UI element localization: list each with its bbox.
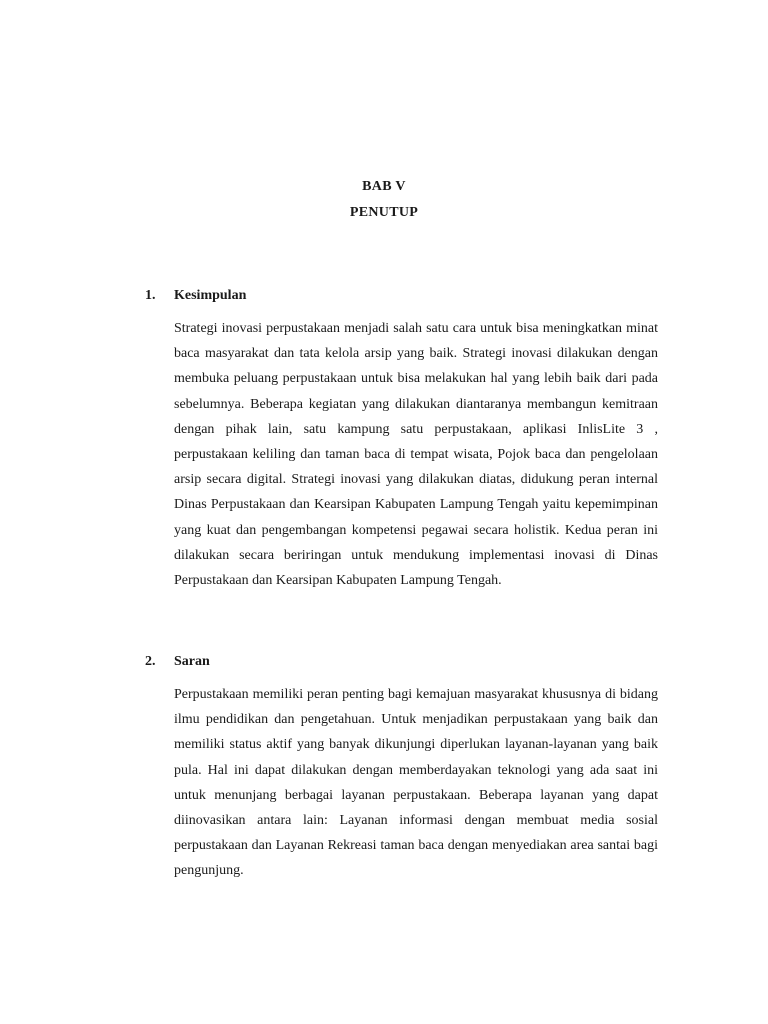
section-title: Kesimpulan — [174, 288, 247, 303]
section-number: 1. — [145, 288, 156, 303]
section-number: 2. — [145, 654, 156, 669]
section-title: Saran — [174, 654, 210, 669]
section-heading — [145, 651, 658, 673]
chapter-number: BAB V — [362, 179, 406, 194]
section-kesimpulan — [145, 285, 658, 593]
section-saran — [145, 651, 658, 884]
chapter-title: PENUTUP — [349, 205, 419, 220]
section-heading — [145, 285, 658, 307]
section-paragraph: Perpustakaan memiliki peran penting bagi kemajuan masyarakat khususnya di bidang ilmu pendidikan dan pengetahuan. Untuk menjadikan perpustakaan yang baik dan memiliki status aktif yang banyak dikunjungi diperlukan layanan-layanan yang baik pula. Hal ini dapat dilakukan dengan memberdayakan teknologi yang ada saat ini untuk menunjang berbagai layanan perpustakaan. Beberapa layanan yang dapat diinovasikan antara lain: Layanan informasi dengan membuat media sosial perpustakaan dan Layanan Rekreasi taman baca dengan menyediakan area santai bagi pengunjung. — [174, 687, 658, 879]
section-paragraph: Strategi inovasi perpustakaan menjadi salah satu cara untuk bisa meningkatkan minat baca masyarakat dan tata kelola arsip yang baik. Strategi inovasi dilakukan dengan membuka peluang perpustakaan untuk bisa melakukan hal yang lebih baik dari pada sebelumnya. Beberapa kegiatan yang dilakukan diantaranya membangun kemitraan dengan pihak lain, satu kampung satu perpustakaan, aplikasi InlisLite 3 , perpustakaan keliling dan taman baca di tempat wisata, Pojok baca dan pengelolaan arsip secara digital. Strategi inovasi yang dilakukan diatas, didukung peran internal Dinas Perpustakaan dan Kearsipan Kabupaten Lampung Tengah yaitu kepemimpinan yang kuat dan pengembangan kompetensi pegawai secara holistik. Kedua peran ini dilakukan secara beriringan untuk mendukung implementasi inovasi di Dinas Perpustakaan dan Kearsipan Kabupaten Lampung Tengah. — [174, 321, 658, 589]
